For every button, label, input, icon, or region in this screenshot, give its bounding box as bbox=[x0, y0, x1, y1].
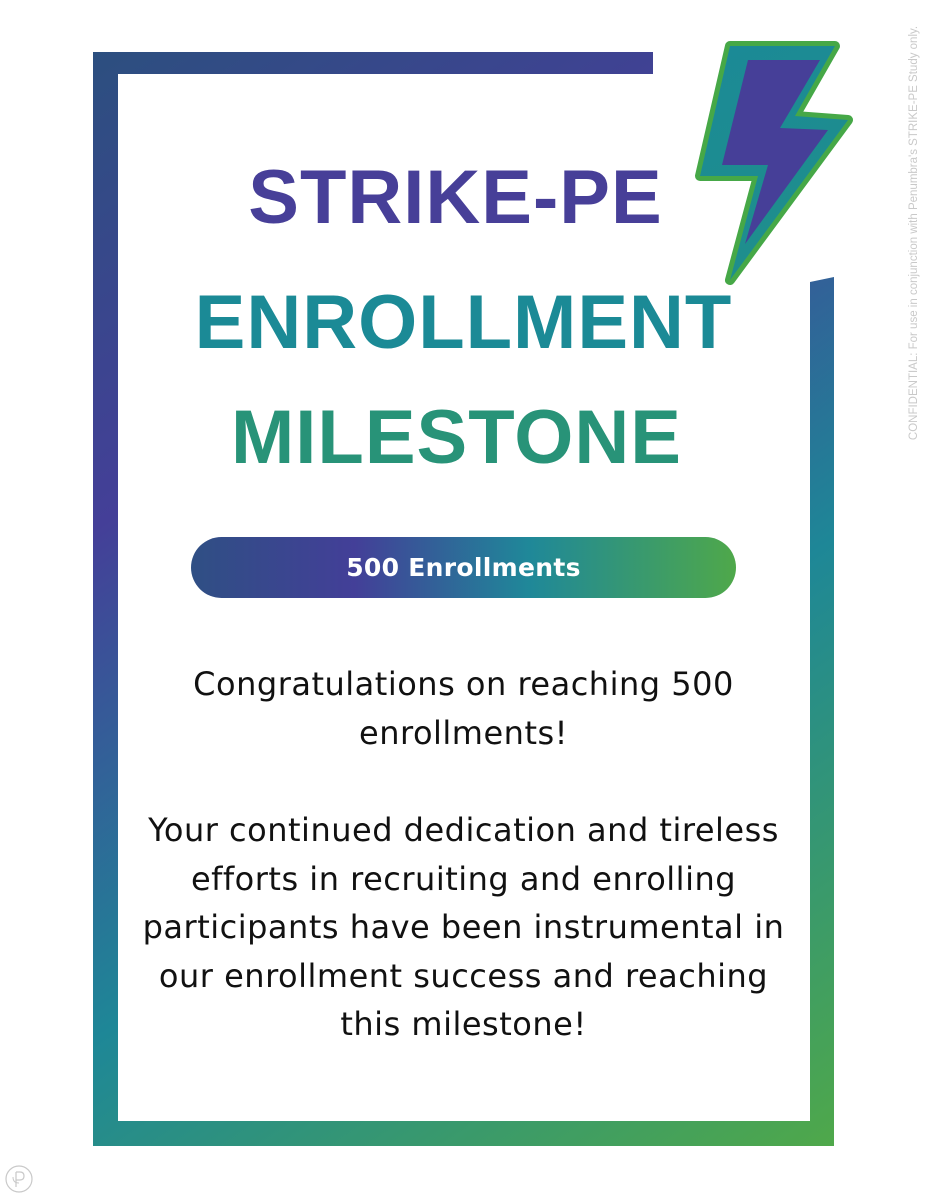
dedication-message: Your continued dedication and tireless efforts in recruiting and enrolling participants have been instrumental in our enrollment success and reaching this milestone! bbox=[142, 811, 785, 1043]
headline-line-1: STRIKE-PE bbox=[248, 155, 663, 240]
congratulations-message: Congratulations on reaching 500 enrollments! bbox=[193, 665, 734, 752]
badge-label: 500 Enrollments bbox=[346, 553, 581, 582]
headline-line-3: MILESTONE bbox=[231, 395, 682, 480]
penumbra-logo-icon bbox=[4, 1164, 34, 1194]
confidential-notice-text: CONFIDENTIAL: For use in conjunction with Penumbra's STRIKE-PE Study only. bbox=[908, 25, 921, 441]
enrollment-count-badge bbox=[191, 537, 736, 598]
headline-line-2: ENROLLMENT bbox=[194, 280, 733, 365]
confidential-notice bbox=[907, 18, 921, 448]
